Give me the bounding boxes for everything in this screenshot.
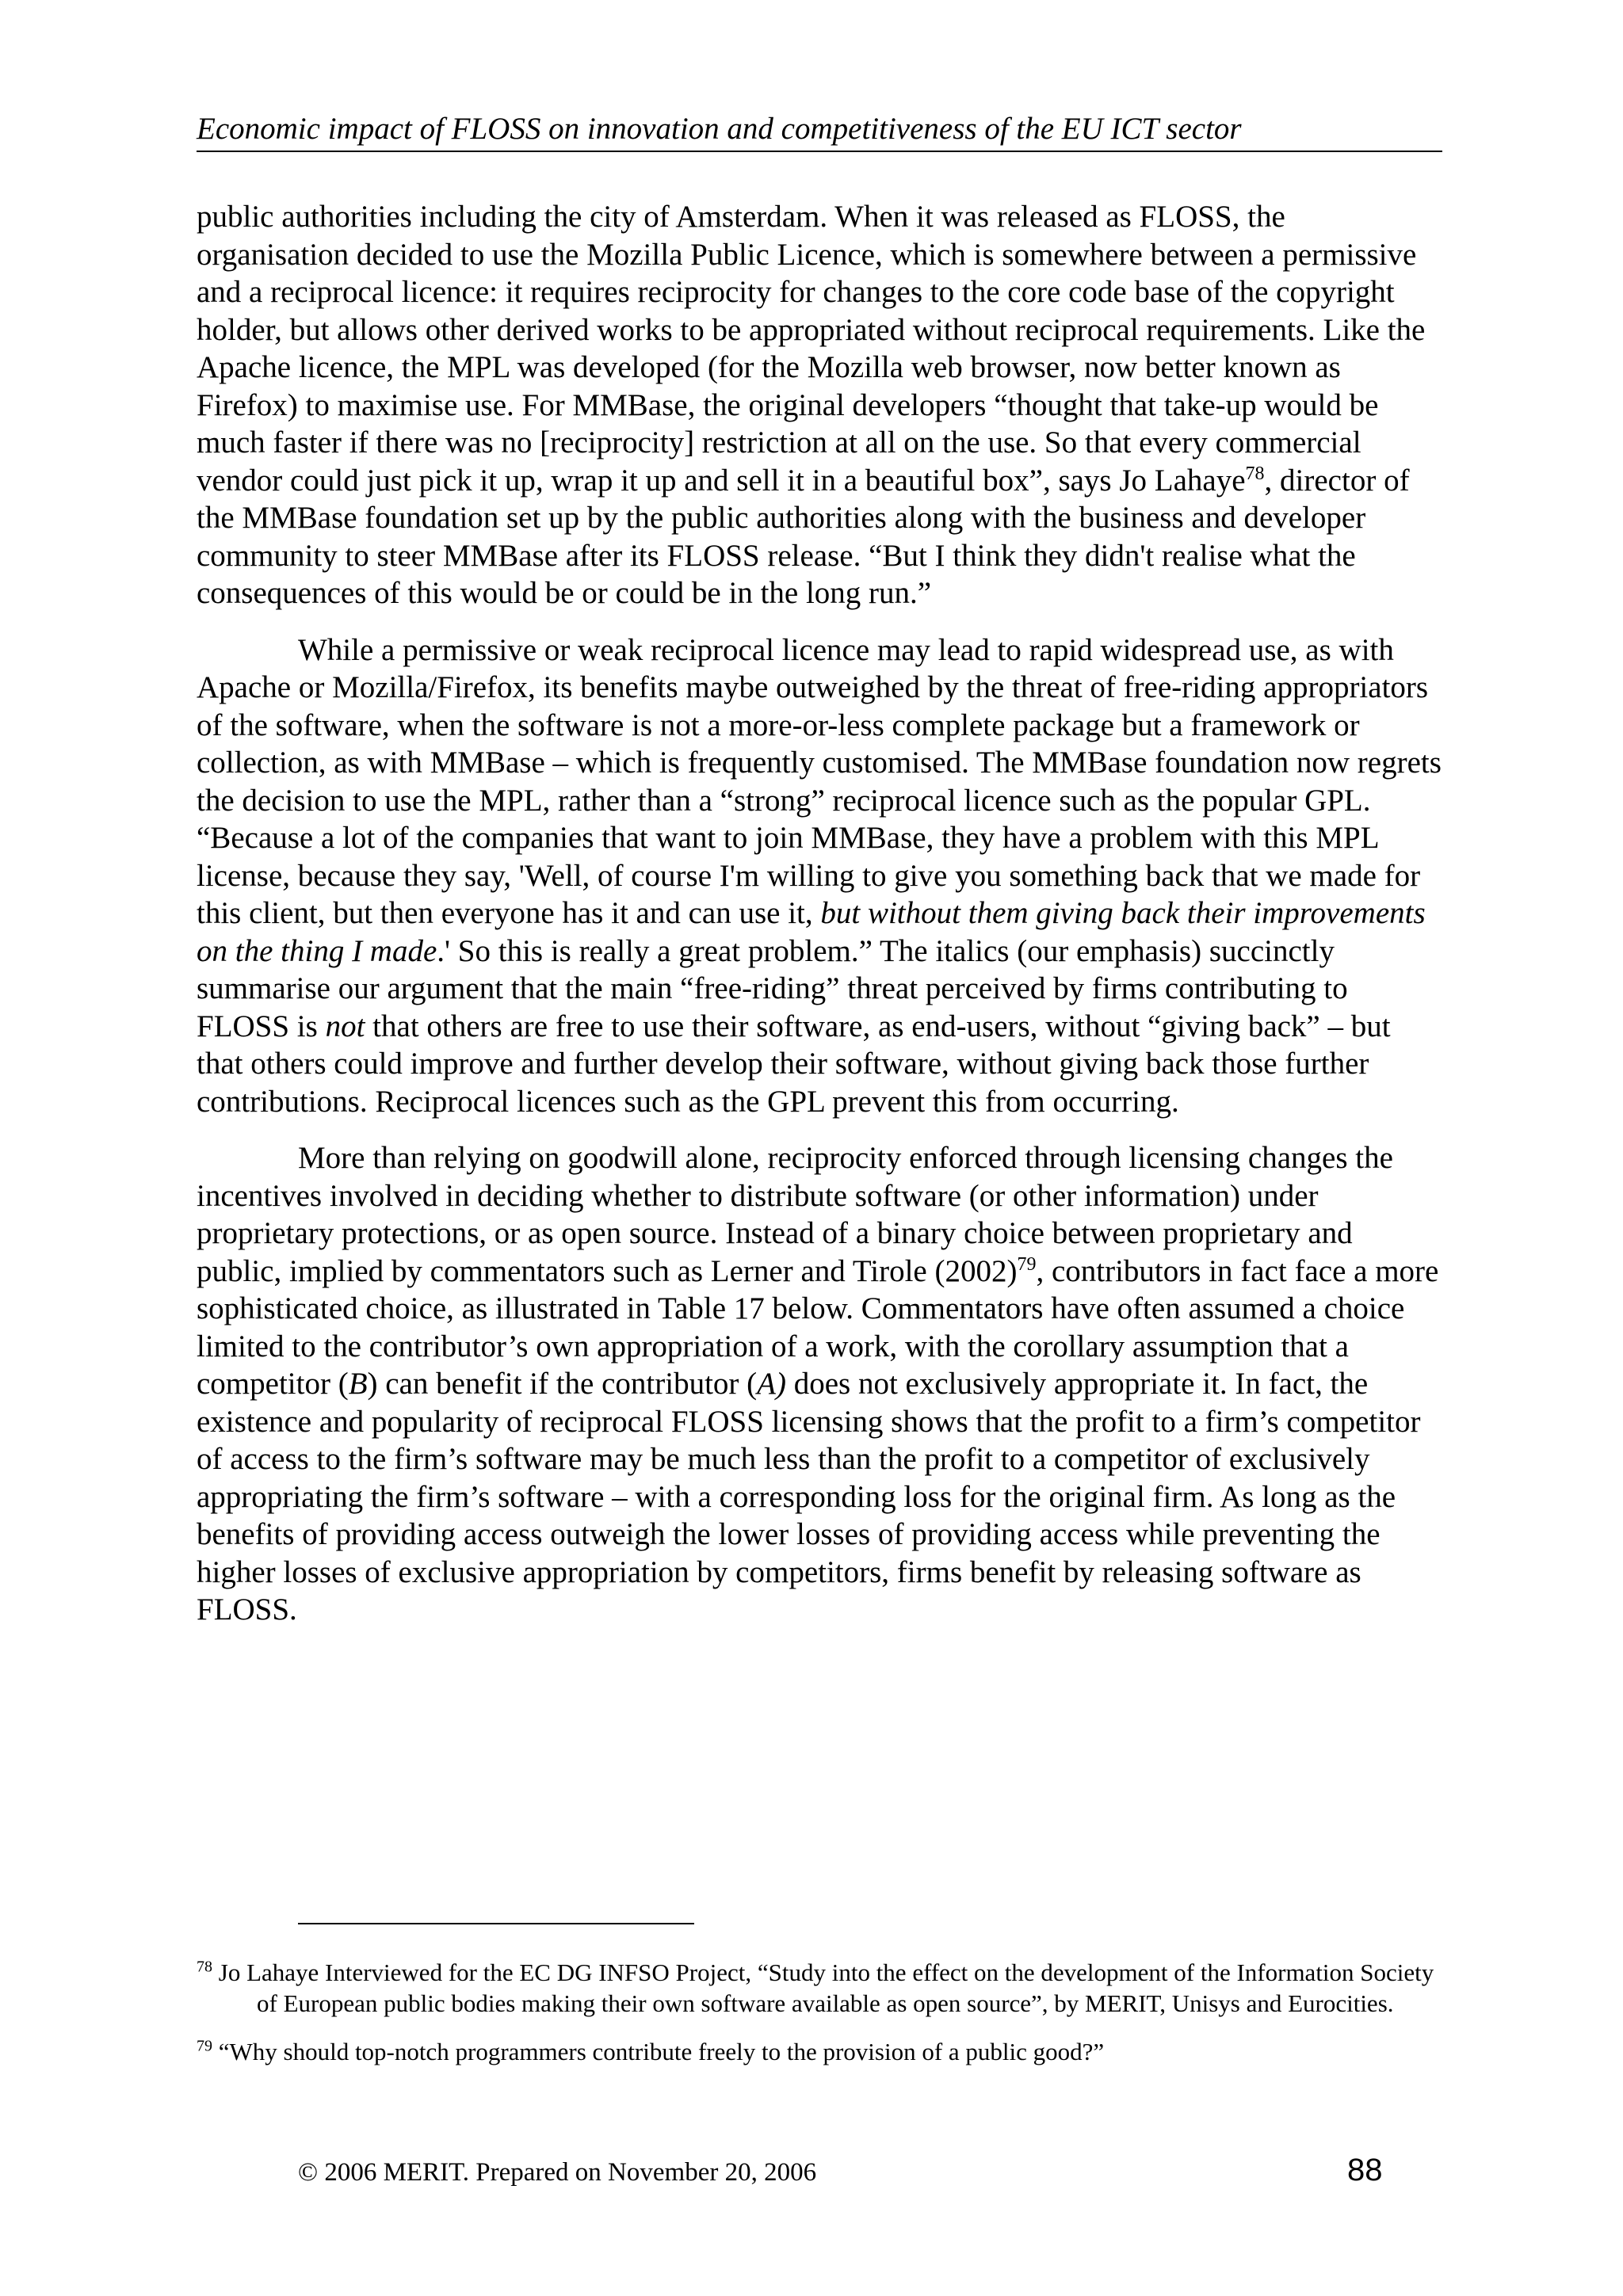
p2-italic-quote: but without them giving back their improvements on the thing I made <box>197 896 1426 968</box>
p1-text-b: , director of the MMBase foundation set up by the public authorities along with the business and developer community to steer MMBase after its FLOSS release. “But I think they didn't realise what the consequences of this would be or could be in the long run.” <box>197 463 1410 610</box>
p3-text-c: ) can benefit if the contributor ( <box>367 1367 758 1401</box>
main-text <box>197 198 1442 1648</box>
footnote-number: 79 <box>197 2037 212 2055</box>
p1-text-a: public authorities including the city of Amsterdam. When it was released as FLOSS, the organisation decided to use the Mozilla Public Licence, which is somewhere between a permissive and a reciprocal licence: it requires reciprocity for changes to the core code base of the copyright holder, but allows other derived works to be appropriated without reciprocal requirements. Like the Apache licence, the MPL was developed (for the Mozilla web browser, now better known as Firefox) to maximise use. For MMBase, the original developers “thought that take-up would be much faster if there was no [reciprocity] restriction at all on the use. So that every commercial vendor could just pick it up, wrap it up and sell it in a beautiful box”, says Jo Lahaye <box>197 200 1426 498</box>
p3-text-b: , contributors in fact face a more sophisticated choice, as illustrated in Table 17 below. Commentators have often assumed a choice limited to the contributor’s own appropriation of a work, with the corollary assumption that a competitor ( <box>197 1253 1439 1401</box>
p3-italic-a: A) <box>757 1367 786 1401</box>
paragraph-3 <box>197 1139 1442 1629</box>
p2-italic-not: not <box>325 1009 365 1043</box>
p3-italic-b: B <box>348 1367 368 1401</box>
footnote-78 <box>197 1957 1442 2019</box>
footnote-text: Jo Lahaye Interviewed for the EC DG INFSO Project, “Study into the effect on the development of the Information Society of European public bodies making their own software available as open source”, by MERIT, Unisys and Eurocities. <box>218 1958 1434 2017</box>
p3-text-a: More than relying on goodwill alone, reciprocity enforced through licensing changes the incentives involved in deciding whether to distribute software (or other information) under proprietary protections, or as open source. Instead of a binary choice between proprietary and public, implied by commentators such as Lerner and Tirole (2002) <box>197 1141 1393 1288</box>
p2-text-a: While a permissive or weak reciprocal licence may lead to rapid widespread use, as with Apache or Mozilla/Firefox, its benefits maybe outweighed by the threat of free-riding appropriators of the software, when the software is not a more-or-less complete package but a framework or collection, as with MMBase – which is frequently customised. The MMBase foundation now regrets the decision to use the MPL, rather than a “strong” reciprocal licence such as the popular GPL. “Because a lot of the companies that want to join MMBase, they have a problem with this MPL license, because they say, 'Well, of course I'm willing to give you something back that we made for this client, but then everyone has it and can use it, <box>197 632 1442 930</box>
p2-text-b: .' So this is really a great problem.” The italics (our emphasis) succinctly summarise our argument that the main “free-riding” threat perceived by firms contributing to FLOSS is <box>197 933 1348 1043</box>
p2-text-c: that others are free to use their software, as end-users, without “giving back” – but that others could improve and further develop their software, without giving back those further contributions. Reciprocal licences such as the GPL prevent this from occurring. <box>197 1009 1391 1119</box>
copyright-footer: © 2006 MERIT. Prepared on November 20, 2006 <box>298 2158 817 2187</box>
running-header: Economic impact of FLOSS on innovation and competitiveness of the EU ICT sector <box>197 111 1442 152</box>
paragraph-2 <box>197 631 1442 1121</box>
page-number: 88 <box>1347 2153 1383 2187</box>
footnote-number: 78 <box>197 1958 212 1976</box>
p3-text-d: does not exclusively appropriate it. In fact, the existence and popularity of reciprocal FLOSS licensing shows that the profit to a firm’s competitor of access to the firm’s software may be much less than the profit to a competitor of exclusively appropriating the firm’s software – with a corresponding loss for the original firm. As long as the benefits of providing access outweigh the lower losses of providing access while preventing the higher losses of exclusive appropriation by competitors, firms benefit by releasing software as FLOSS. <box>197 1367 1421 1627</box>
footnote-separator <box>298 1923 694 1924</box>
footnote-79 <box>197 2036 1442 2067</box>
footnote-ref-78[interactable]: 78 <box>1245 463 1265 484</box>
footnote-text: “Why should top-notch programmers contribute freely to the provision of a public good?” <box>218 2038 1105 2065</box>
paragraph-1 <box>197 198 1442 612</box>
footnote-ref-79[interactable]: 79 <box>1017 1253 1037 1275</box>
footnotes <box>197 1957 1442 2084</box>
